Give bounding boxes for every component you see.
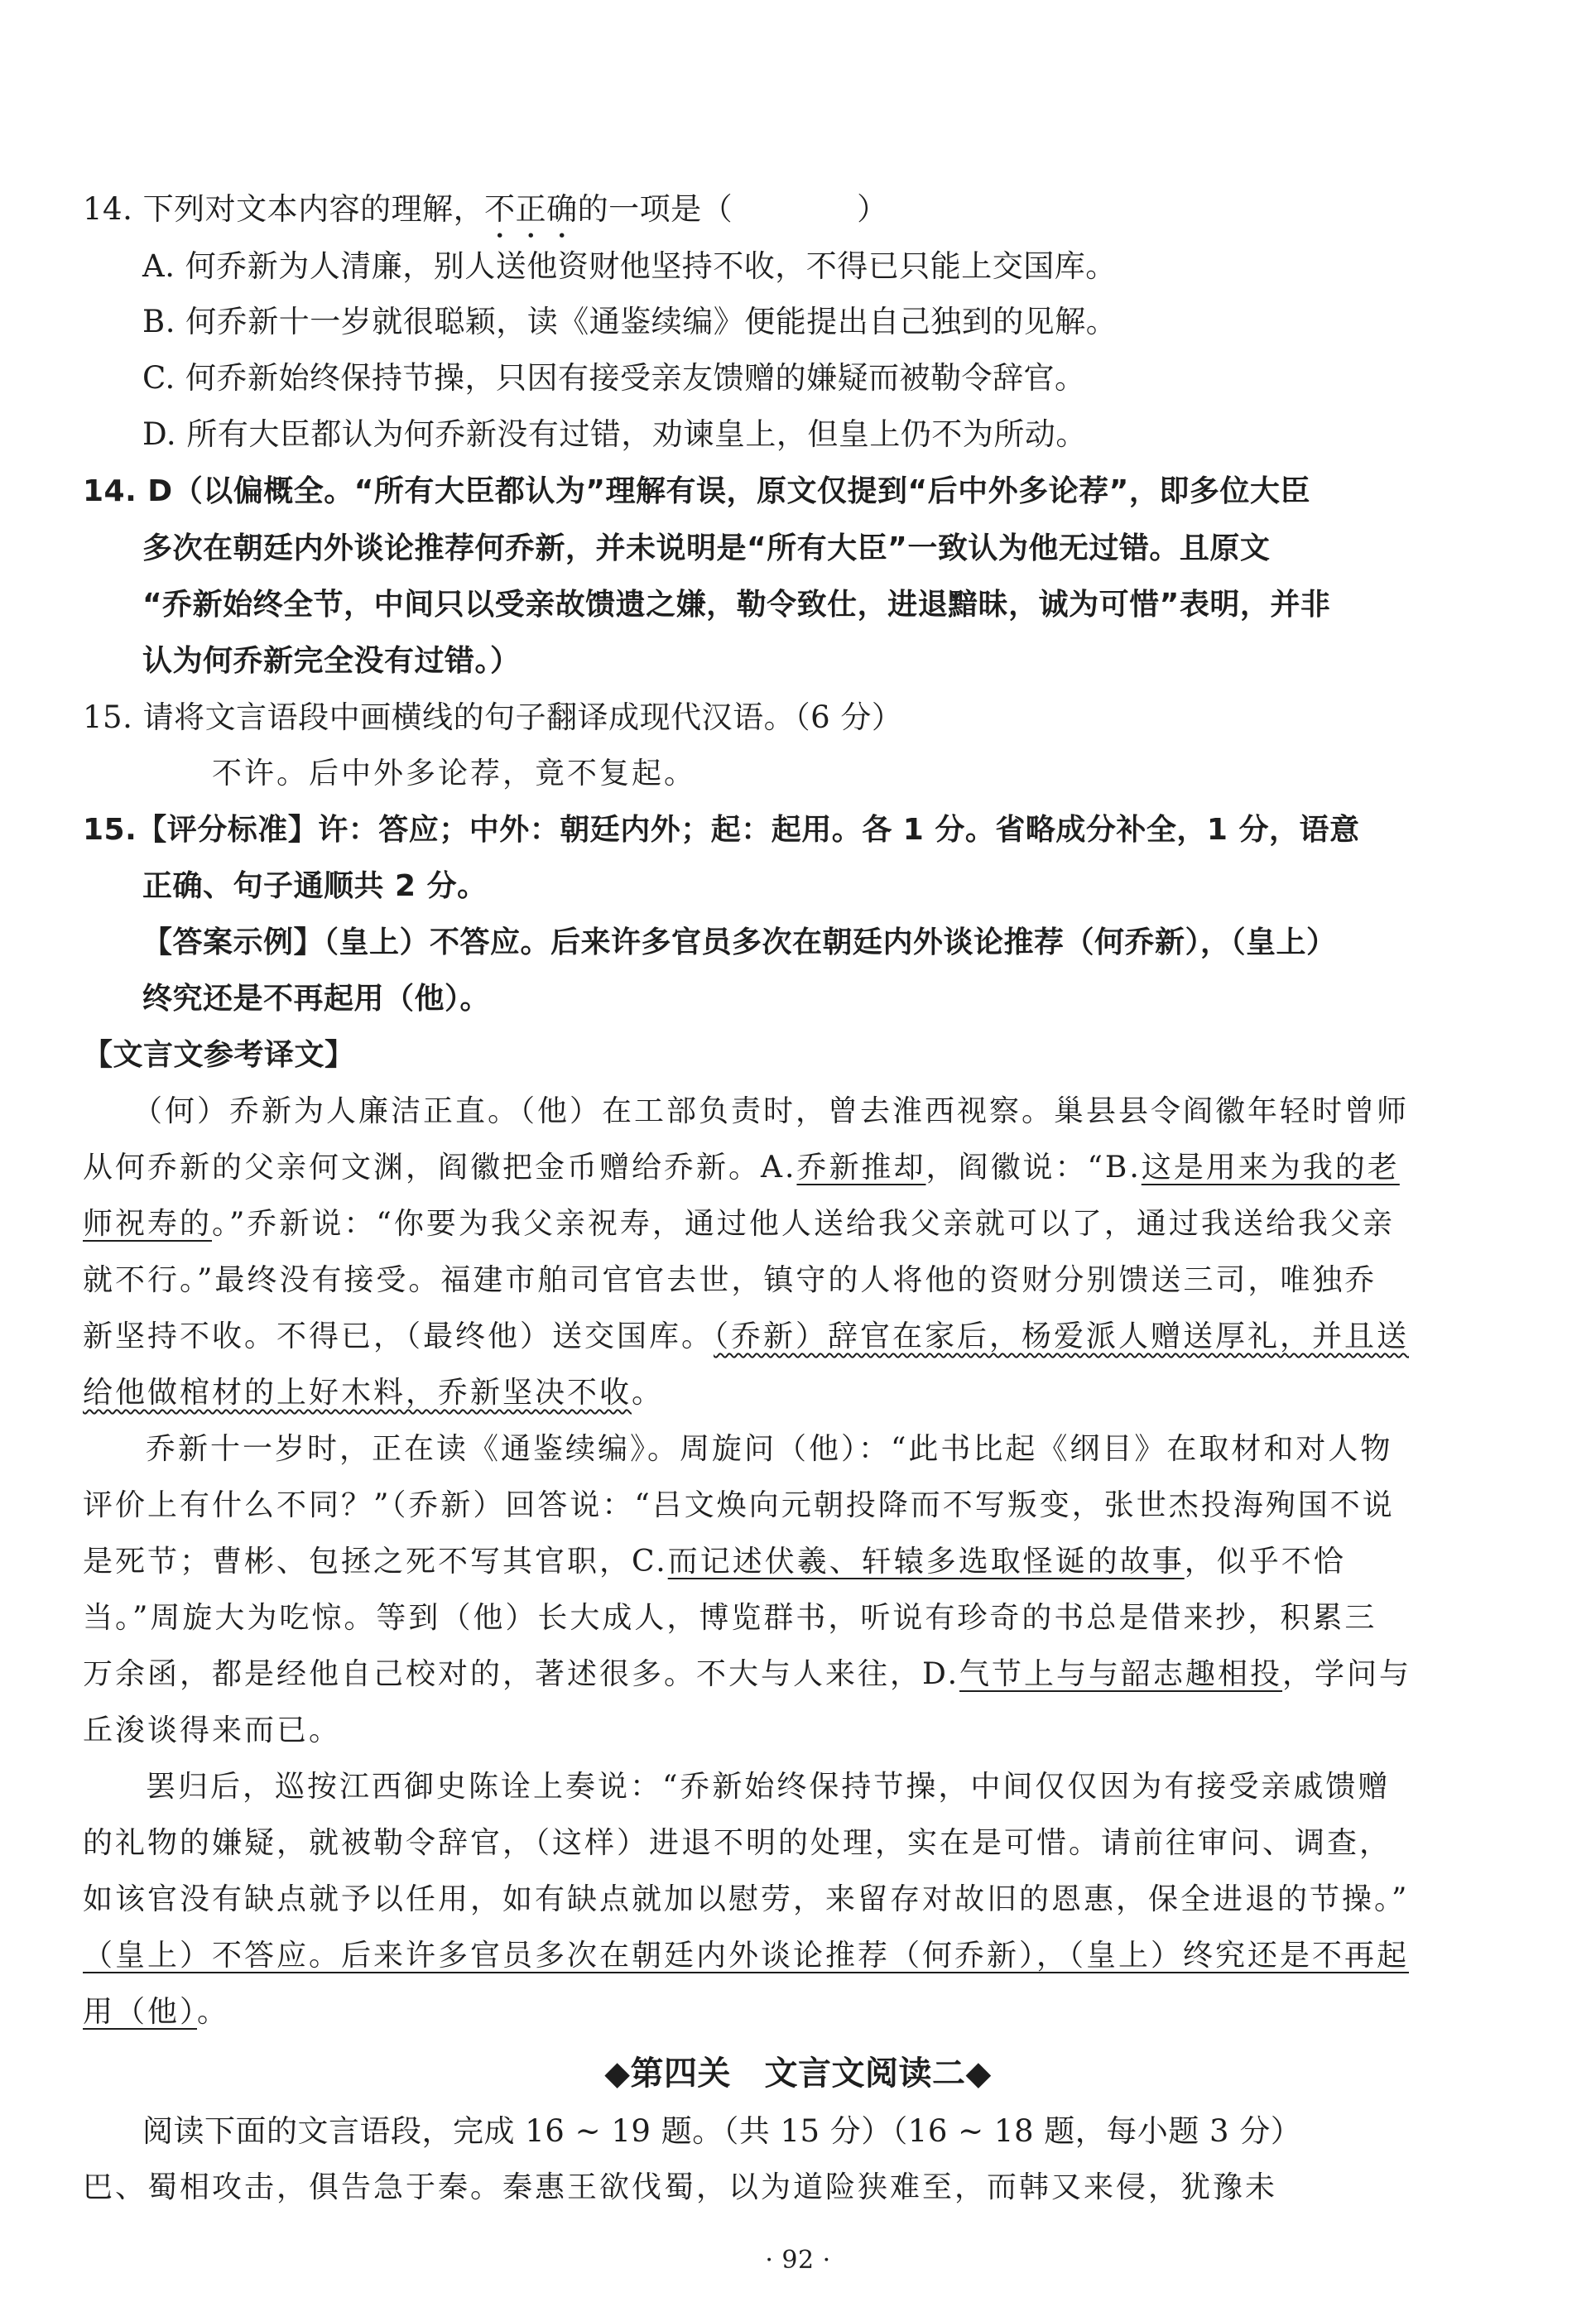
translation-p2-l3: 是死节；曹彬、包拯之死不写其官职，C.而记述伏羲、轩辕多选取怪诞的故事，似乎不恰 — [83, 1545, 1346, 1579]
page-number: · 92 · — [765, 2246, 831, 2275]
q14-option-a: A. 何乔新为人清廉，别人送他资财他坚持不收，不得已只能上交国库。 — [142, 248, 1117, 284]
a15-line-3: 【答案示例】（皇上）不答应。后来许多官员多次在朝廷内外谈论推荐（何乔新），（皇上） — [142, 925, 1337, 959]
a15-line-2: 正确、句子通顺共 2 分。 — [142, 869, 488, 903]
a15-line-4: 终究还是不再起用（他）。 — [142, 982, 491, 1016]
section4-instruction: 阅读下面的文言语段，完成 16 ~ 19 题。（共 15 分）（16 ~ 18 题，每小题 3 分） — [142, 2113, 1302, 2149]
translation-heading: 【文言文参考译文】 — [83, 1038, 355, 1072]
a14-line-2: 多次在朝廷内外谈论推荐何乔新，并未说明是“所有大臣”一致认为他无过错。且原文 — [142, 531, 1271, 565]
translation-p2-l5: 万余函，都是经他自己校对的，著述很多。不大与人来往，D.气节上与与韶志趣相投，学问与 — [83, 1657, 1412, 1691]
q14-option-d: D. 所有大臣都认为何乔新没有过错，劝谏皇上，但皇上仍不为所动。 — [142, 416, 1087, 452]
underline-b-cont: 师祝寿的 — [83, 1207, 213, 1241]
translation-p2-l4: 当。”周旋大为吃惊。等到（他）长大成人，博览群书，听说有珍奇的书总是借来抄，积累三 — [83, 1601, 1377, 1635]
section4-passage-line-1: 巴、蜀相攻击，俱告急于秦。秦惠王欲伐蜀，以为道险狭难至，而韩又来侵，犹豫未 — [83, 2170, 1278, 2204]
wavy-underline: （乔新）辞官在家后，杨爱派人赠送厚礼，并且送 — [714, 1319, 1410, 1353]
translation-p1-l3: 师祝寿的。”乔新说：“你要为我父亲祝寿，通过他人送给我父亲就可以了，通过我送给我父亲 — [83, 1207, 1395, 1241]
q14-stem: 14. 下列对文本内容的理解，不正确的一项是（ ） — [83, 191, 888, 227]
underline-b: 这是用来为我的老 — [1141, 1151, 1400, 1185]
translation-p3-l3: 如该官没有缺点就予以任用，如有缺点就加以慰劳，来留存对故旧的恩惠，保全进退的节操。” — [83, 1882, 1410, 1916]
translation-p1-l1: （何）乔新为人廉洁正直。（他）在工部负责时，曾去淮西视察。巢县县令阎徽年轻时曾师 — [132, 1094, 1410, 1128]
translation-p3-l5: 用（他）。 — [83, 1995, 230, 2029]
underline-c: 而记述伏羲、轩辕多选取怪诞的故事 — [667, 1545, 1185, 1579]
q15-sentence: 不许。后中外多论荐，竟不复起。 — [212, 757, 697, 791]
translation-p1-l5: 新坚持不收。不得已，（最终他）送交国库。（乔新）辞官在家后，杨爱派人赠送厚礼，并且送 — [83, 1319, 1410, 1353]
a15-line-1: 15.【评分标准】许：答应；中外：朝廷内外；起：起用。各 1 分。省略成分补全，1 分，语意 — [83, 813, 1360, 847]
translation-p1-l4: 就不行。”最终没有接受。福建市舶司官官去世，镇守的人将他的资财分别馈送三司，唯独乔 — [83, 1263, 1377, 1297]
translation-p3-l1: 罢归后，巡按江西御史陈诠上奏说：“乔新始终保持节操，中间仅仅因为有接受亲戚馈赠 — [146, 1770, 1391, 1804]
q14-option-b: B. 何乔新十一岁就很聪颖，读《通鉴续编》便能提出自己独到的见解。 — [142, 304, 1118, 339]
q14-emphasis: 不正确 — [484, 191, 578, 227]
section4-title: ◆第四关 文言文阅读二◆ — [604, 2055, 992, 2093]
q15-prompt: 15. 请将文言语段中画横线的句子翻译成现代汉语。（6 分） — [83, 699, 903, 735]
q14-option-c: C. 何乔新始终保持节操，只因有接受亲友馈赠的嫌疑而被勒令辞官。 — [142, 360, 1086, 396]
translation-p2-l1: 乔新十一岁时，正在读《通鉴续编》。周旋问（他）：“此书比起《纲目》在取材和对人物 — [146, 1432, 1393, 1466]
translation-p1-l2: 从何乔新的父亲何文渊，阎徽把金币赠给乔新。A.乔新推却，阎徽说：“B.这是用来为我的老 — [83, 1151, 1400, 1185]
underline-d: 气节上与与韶志趣相投 — [959, 1657, 1283, 1691]
translation-p2-l6: 丘浚谈得来而已。 — [83, 1713, 342, 1747]
translation-p1-l6: 给他做棺材的上好木料，乔新坚决不收。 — [83, 1376, 665, 1410]
underline-a: 乔新推却 — [796, 1151, 926, 1185]
wavy-underline-cont: 给他做棺材的上好木料，乔新坚决不收 — [83, 1376, 632, 1410]
underline-answer: （皇上）不答应。后来许多官员多次在朝廷内外谈论推荐（何乔新），（皇上）终究还是不再起 — [83, 1939, 1410, 1973]
a14-line-1: 14. D（以偏概全。“所有大臣都认为”理解有误，原文仅提到“后中外多论荐”，即多位大臣 — [83, 474, 1310, 508]
a14-line-3: “乔新始终全节，中间只以受亲故馈遗之嫌，勒令致仕，进退黯昧，诚为可惜”表明，并非 — [142, 588, 1331, 622]
translation-p3-l2: 的礼物的嫌疑，就被勒令辞官，（这样）进退不明的处理，实在是可惜。请前往审问、调查， — [83, 1826, 1392, 1860]
translation-p2-l2: 评价上有什么不同？”（乔新）回答说：“吕文焕向元朝投降而不写叛变，张世杰投海殉国不说 — [83, 1488, 1395, 1522]
underline-answer-cont: 用（他） — [83, 1995, 198, 2029]
a14-line-4: 认为何乔新完全没有过错。） — [142, 644, 521, 678]
translation-p3-l4 — [83, 1935, 1409, 1977]
